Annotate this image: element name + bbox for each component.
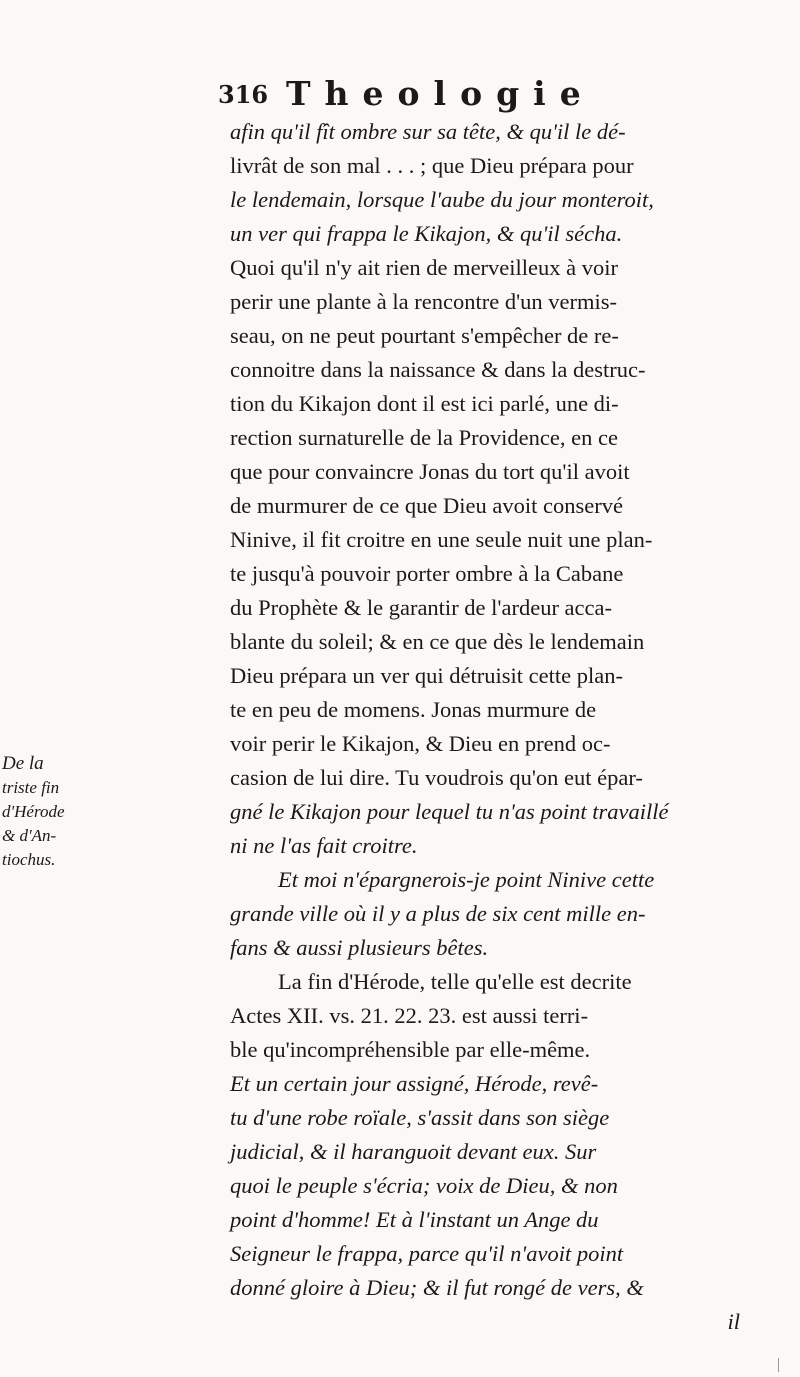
margin-note-line: De la <box>2 753 44 774</box>
page-edge-mark <box>778 1358 779 1372</box>
text-line: connoitre dans la naissance & dans la destruc- <box>230 357 646 382</box>
text-line: du Prophète & le garantir de l'ardeur acca- <box>230 595 612 620</box>
text-line: Et un certain jour assigné, Hérode, revê- <box>230 1071 599 1096</box>
margin-note-line: & d'An- <box>2 826 57 845</box>
text-line: rection surnaturelle de la Providence, en ce <box>230 425 618 450</box>
text-line: quoi le peuple s'écria; voix de Dieu, & non <box>230 1173 618 1198</box>
text-line: Actes XII. vs. 21. 22. 23. est aussi terri- <box>230 1003 589 1028</box>
text-line: afin qu'il fît ombre sur sa tête, & qu'il le dé- <box>230 119 626 144</box>
text-line: le lendemain, lorsque l'aube du jour monteroit, <box>230 187 654 212</box>
text-line: La fin d'Hérode, telle qu'elle est decrite <box>278 969 632 994</box>
text-line: ni ne l'as fait croitre. <box>230 833 418 858</box>
text-line: Dieu prépara un ver qui détruisit cette plan- <box>230 663 623 688</box>
text-line: casion de lui dire. Tu voudrois qu'on eut épar- <box>230 765 643 790</box>
page-number: 316 <box>218 80 269 109</box>
text-line: Et moi n'épargnerois-je point Ninive cette <box>278 867 655 892</box>
text-line: gné le Kikajon pour lequel tu n'as point travaillé <box>230 799 669 824</box>
text-line: voir perir le Kikajon, & Dieu en prend oc- <box>230 731 611 756</box>
text-line: de murmurer de ce que Dieu avoit conservé <box>230 493 623 518</box>
text-line: te jusqu'à pouvoir porter ombre à la Cabane <box>230 561 624 586</box>
margin-note-line: tiochus. <box>2 850 56 869</box>
body-text <box>218 115 780 1339</box>
text-line: perir une plante à la rencontre d'un vermis- <box>230 289 618 314</box>
text-line: donné gloire à Dieu; & il fut rongé de vers, & <box>230 1275 644 1300</box>
text-line: blante du soleil; & en ce que dès le lendemain <box>230 629 645 654</box>
text-line: seau, on ne peut pourtant s'empêcher de re- <box>230 323 619 348</box>
margin-note <box>2 752 76 872</box>
text-line: livrât de son mal . . . ; que Dieu prépara pour <box>230 153 634 178</box>
text-line: ble qu'incompréhensible par elle-même. <box>230 1037 591 1062</box>
text-line: grande ville où il y a plus de six cent mille en- <box>230 901 646 926</box>
text-line: Quoi qu'il n'y ait rien de merveilleux à voir <box>230 255 619 280</box>
margin-note-line: triste fin <box>2 778 60 797</box>
text-line: tu d'une robe roïale, s'assit dans son siège <box>230 1105 610 1130</box>
text-line: Seigneur le frappa, parce qu'il n'avoit point <box>230 1241 624 1266</box>
text-line: point d'homme! Et à l'instant un Ange du <box>230 1207 599 1232</box>
text-line: Ninive, il fit croitre en une seule nuit une plan- <box>230 527 653 552</box>
text-line: tion du Kikajon dont il est ici parlé, une di- <box>230 391 619 416</box>
text-line: fans & aussi plusieurs bêtes. <box>230 935 489 960</box>
text-line: un ver qui frappa le Kikajon, & qu'il sécha. <box>230 221 623 246</box>
text-line: que pour convaincre Jonas du tort qu'il avoit <box>230 459 630 484</box>
margin-note-line: d'Hérode <box>2 802 65 821</box>
text-line: judicial, & il haranguoit devant eux. Sur <box>230 1139 597 1164</box>
text-line: te en peu de momens. Jonas murmure de <box>230 697 597 722</box>
running-head: Theologie <box>286 74 595 113</box>
text-line: il <box>727 1309 740 1334</box>
